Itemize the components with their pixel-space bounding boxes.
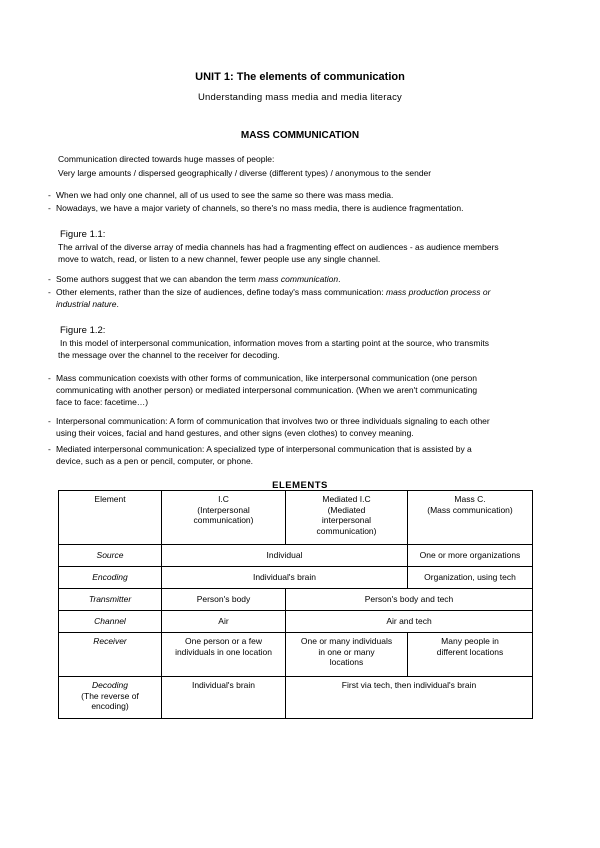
row-label-channel: Channel bbox=[59, 611, 162, 633]
cell-line: different locations bbox=[436, 646, 504, 657]
table-row-encoding bbox=[59, 567, 533, 589]
header-mediated-ic bbox=[286, 491, 408, 545]
bullet-text-suffix: . bbox=[116, 299, 119, 309]
bullet-one-channel: - When we had only one channel, all of us used to see the same so there was mass media. bbox=[48, 190, 394, 200]
source-mc: One or more organizations bbox=[408, 545, 533, 567]
header-mic-title: Mediated I.C bbox=[322, 494, 371, 504]
figure-2-text-line-2: the message over the channel to the receiver for decoding. bbox=[58, 350, 280, 360]
bullet-abandon-term: - Some authors suggest that we can abandon the term mass communication. bbox=[48, 274, 341, 284]
bullet-audience-fragmentation: - Nowadays, we have a major variety of channels, so there's no mass media, there is audience fragmentation. bbox=[48, 203, 464, 213]
bullet-other-elements-cont bbox=[56, 298, 119, 311]
table-row-transmitter bbox=[59, 589, 533, 611]
header-ic-sub: communication) bbox=[193, 515, 254, 525]
encoding-ic-mic: Individual's brain bbox=[162, 567, 408, 589]
bullet-text: Some authors suggest that we can abandon the term bbox=[56, 274, 259, 284]
intro-line-1: Communication directed towards huge masses of people: bbox=[58, 154, 275, 164]
header-mc-title: Mass C. bbox=[454, 494, 486, 504]
bullet-text: Mediated interpersonal communication: A specialized type of interpersonal communication that is assisted by a bbox=[56, 444, 472, 454]
figure-2-text-line-1: In this model of interpersonal communication, information moves from a starting point at the source, who transmits bbox=[60, 338, 489, 348]
bullet-coexists-line-3: face to face: facetime…) bbox=[56, 397, 149, 407]
cell-line: Many people in bbox=[441, 636, 499, 646]
bullet-italic-term: industrial nature bbox=[56, 299, 117, 309]
table-row-source bbox=[59, 545, 533, 567]
cell-line: in one or many bbox=[318, 646, 375, 657]
elements-title: ELEMENTS bbox=[272, 480, 328, 491]
cell-line: (The reverse of bbox=[81, 690, 139, 701]
bullet-text: Mass communication coexists with other forms of communication, like interpersonal communication (one person bbox=[56, 373, 477, 383]
transmitter-ic: Person's body bbox=[162, 589, 286, 611]
cell-line: locations bbox=[329, 657, 364, 667]
row-label-receiver: Receiver bbox=[59, 633, 162, 677]
transmitter-mic-mc: Person's body and tech bbox=[286, 589, 533, 611]
bullet-text: Other elements, rather than the size of audiences, define today's mass communication: bbox=[56, 287, 386, 297]
encoding-mc: Organization, using tech bbox=[408, 567, 533, 589]
cell-line: One or many individuals bbox=[300, 636, 393, 646]
header-ic-sub: (Interpersonal bbox=[197, 504, 250, 515]
bullet-coexists: - Mass communication coexists with other forms of communication, like interpersonal communication (one person bbox=[48, 373, 477, 383]
bullet-text: Interpersonal communication: A form of communication that involves two or three individuals signaling to each other bbox=[56, 416, 490, 426]
source-ic-mic: Individual bbox=[162, 545, 408, 567]
row-label-source: Source bbox=[59, 545, 162, 567]
bullet-other-elements: - Other elements, rather than the size of audiences, define today's mass communication: mass production process or bbox=[48, 287, 491, 297]
unit-subtitle: Understanding mass media and media literacy bbox=[198, 92, 402, 103]
bullet-mediated-line-2: device, such as a pen or pencil, computer, or phone. bbox=[56, 456, 254, 466]
header-ic-title: I.C bbox=[218, 494, 229, 504]
bullet-italic-term: mass communication bbox=[258, 274, 339, 284]
cell-line: individuals in one location bbox=[175, 646, 272, 657]
cell-line: encoding) bbox=[91, 701, 129, 711]
bullet-coexists-line-2: communicating with another person) or mediated interpersonal communication. (When we aren't communicating bbox=[56, 385, 478, 395]
row-label-decoding bbox=[59, 677, 162, 719]
bullet-italic-term: mass production process or bbox=[386, 287, 491, 297]
cell-line: One person or a few bbox=[184, 636, 262, 646]
channel-ic: Air bbox=[162, 611, 286, 633]
header-mic-sub: interpersonal bbox=[321, 515, 372, 525]
figure-1-text-line-2: move to watch, read, or listen to a new channel, fewer people use any single channel. bbox=[58, 254, 381, 264]
figure-1-label: Figure 1.1: bbox=[60, 229, 106, 240]
figure-2-label: Figure 1.2: bbox=[60, 325, 106, 336]
table-row-decoding bbox=[59, 677, 533, 719]
unit-title: UNIT 1: The elements of communication bbox=[195, 71, 405, 83]
elements-table bbox=[58, 490, 533, 719]
channel-mic-mc: Air and tech bbox=[286, 611, 533, 633]
header-mic-sub: (Mediated bbox=[327, 504, 366, 515]
header-ic bbox=[162, 491, 286, 545]
intro-line-2: Very large amounts / dispersed geographically / diverse (different types) / anonymous to the sender bbox=[58, 168, 432, 178]
header-mass-c bbox=[408, 491, 533, 545]
decoding-ic: Individual's brain bbox=[162, 677, 286, 719]
table-header-row bbox=[59, 491, 533, 545]
header-element: Element bbox=[59, 491, 162, 545]
header-mc-sub: (Mass communication) bbox=[427, 504, 513, 515]
receiver-mc bbox=[408, 633, 533, 677]
figure-1-text-line-1: The arrival of the diverse array of media channels has had a fragmenting effect on audiences - as audience members bbox=[58, 242, 499, 252]
decoding-mic-mc: First via tech, then individual's brain bbox=[286, 677, 533, 719]
bullet-text: Nowadays, we have a major variety of channels, so there's no mass media, there is audience fragmentation. bbox=[56, 203, 464, 213]
row-label-transmitter: Transmitter bbox=[59, 589, 162, 611]
header-mic-sub: communication) bbox=[316, 525, 377, 536]
section-heading: MASS COMMUNICATION bbox=[240, 130, 360, 141]
bullet-interpersonal-line-2: using their voices, facial and hand gestures, and other signs (even clothes) to convey meaning. bbox=[56, 428, 414, 438]
receiver-mic bbox=[286, 633, 408, 677]
bullet-interpersonal: - Interpersonal communication: A form of communication that involves two or three individuals signaling to each other bbox=[48, 416, 490, 426]
bullet-text-suffix: . bbox=[338, 274, 341, 284]
row-label-encoding: Encoding bbox=[59, 567, 162, 589]
bullet-text: When we had only one channel, all of us used to see the same so there was mass media. bbox=[56, 190, 394, 200]
cell-line: Decoding bbox=[92, 680, 128, 690]
receiver-ic bbox=[162, 633, 286, 677]
table-row-receiver bbox=[59, 633, 533, 677]
bullet-mediated: - Mediated interpersonal communication: A specialized type of interpersonal communication that is assisted by a bbox=[48, 444, 472, 454]
table-row-channel bbox=[59, 611, 533, 633]
